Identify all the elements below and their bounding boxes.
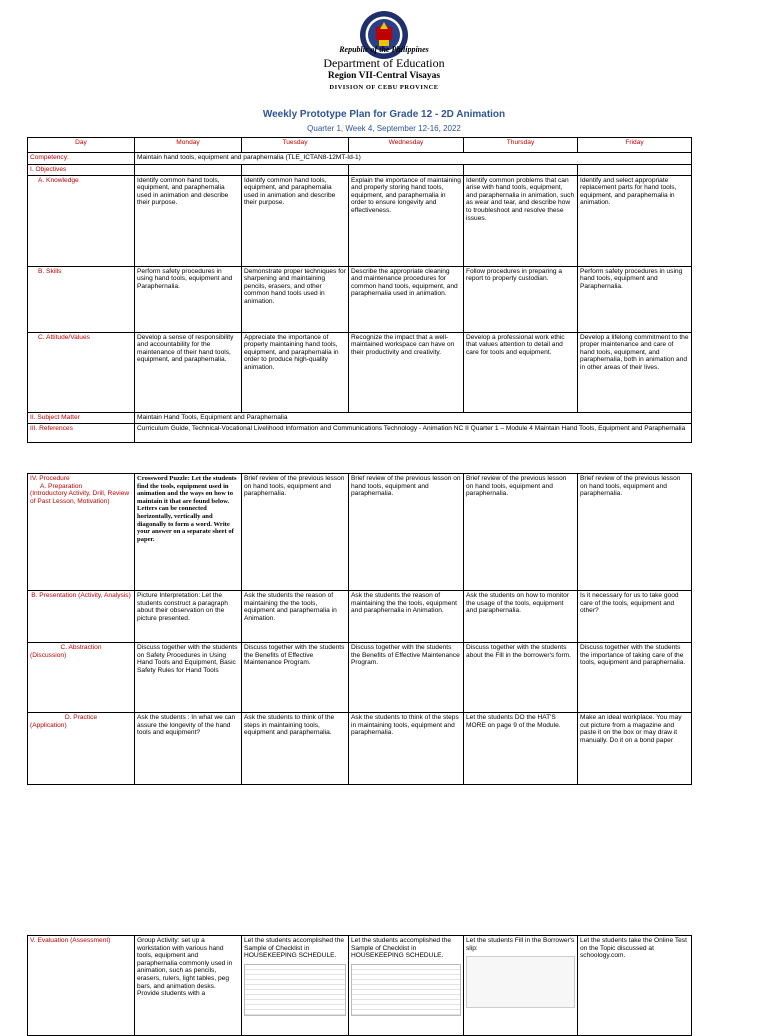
table-cell: Explain the importance of maintaining and properly storing hand tools, equipment, and paraphernalia in order to ensure longevity and effectiveness. — [349, 175, 464, 266]
practice-label — [28, 713, 135, 785]
practice-row — [28, 713, 692, 785]
knowledge-row — [28, 175, 692, 266]
checklist-thumbnail — [351, 964, 461, 1016]
table-cell: Discuss together with the students the importance of taking care of the tools, equipment and paraphernalia. — [578, 643, 692, 713]
presentation-row — [28, 591, 692, 643]
table-cell: Let the students DO the HAT'S MORE on page 9 of the Module. — [464, 713, 578, 785]
table-cell: Perform safety procedures in using hand tools, equipment and Paraphernalia. — [135, 266, 242, 332]
region-line: Region VII-Central Visayas — [327, 71, 441, 81]
table-cell: Discuss together with the students about the Fill in the borrower's form. — [464, 643, 578, 713]
table-cell: Group Activity: set up a workstation with various hand tools, equipment and paraphernalia commonly used in animation, such as pencils, erasers, rulers, light tables, peg bars, and animation desks. Provide students with a — [135, 936, 242, 1036]
attitude-row — [28, 332, 692, 412]
competency-label: Competency: — [28, 153, 135, 165]
table-cell: Discuss together with the students the Benefits of Effective Maintenance Program. — [349, 643, 464, 713]
table-cell: Ask the students : In what we can assure the longevity of the hand tools and equipment? — [135, 713, 242, 785]
table-cell — [242, 936, 349, 1036]
table-cell: Discuss together with the students on Safety Procedures in Using Hand Tools and Equipment, Basic Safety Rules for Hand Tools — [135, 643, 242, 713]
checklist-thumbnail — [244, 964, 346, 1016]
day-header: Day — [28, 138, 135, 153]
day-header-row — [28, 138, 692, 153]
day-header: Monday — [135, 138, 242, 153]
evaluation-text: Let the students accomplished the Sample of Checklist in HOUSEKEEPING SCHEDULE. — [244, 937, 345, 960]
objectives-label: I. Objectives — [28, 165, 135, 176]
practice-title: D. Practice — [64, 714, 98, 721]
preparation-sub: (Introductory Activity, Drill, Review of Past Lesson, Motivation) — [30, 490, 130, 505]
table-cell: Brief review of the previous lesson on hand tools, equipment and paraphernalia. — [349, 474, 464, 591]
table-cell: Identify and select appropriate replacement parts for hand tools, equipment, and paraphernalia in animation. — [578, 175, 692, 266]
evaluation-text: Let the students accomplished the Sample of Checklist in HOUSEKEEPING SCHEDULE. — [351, 937, 452, 960]
table-cell: Identify common problems that can arise with hand tools, equipment, and paraphernalia in animation, such as wear and tear, and describe how to troubleshoot and resolve these issues. — [464, 175, 578, 266]
knowledge-label: A. Knowledge — [28, 175, 135, 266]
table-cell: Ask the students to think of the steps in maintaining tools, equipment and paraphernalia. — [349, 713, 464, 785]
table-cell: Brief review of the previous lesson on hand tools, equipment and paraphernalia. — [242, 474, 349, 591]
day-header: Wednesday — [349, 138, 464, 153]
borrowers-slip-thumbnail — [466, 956, 575, 1008]
evaluation-label — [28, 936, 135, 1036]
table-cell — [349, 936, 464, 1036]
evaluation-title: V. Evaluation — [30, 937, 69, 944]
subject-matter-value: Maintain Hand Tools, Equipment and Paraphernalia — [135, 412, 692, 423]
day-header: Tuesday — [242, 138, 349, 153]
table-cell: Develop a lifelong commitment to the proper maintenance and care of hand tools, equipment, and paraphernalia, both in animation and in other areas of their lives. — [578, 332, 692, 412]
table-cell: Brief review of the previous lesson on hand tools, equipment and paraphernalia. — [578, 474, 692, 591]
department-line: Department of Education — [323, 56, 445, 70]
procedure-table — [27, 473, 692, 785]
skills-row — [28, 266, 692, 332]
table-cell: Make an ideal workplace. You may cut picture from a magazine and paste it on the box or may draw it manually. Do it on a bond paper — [578, 713, 692, 785]
evaluation-row — [28, 936, 692, 1036]
plan-title: Weekly Prototype Plan for Grade 12 - 2D Animation — [262, 109, 506, 120]
day-header: Friday — [578, 138, 692, 153]
table-cell: Appreciate the importance of properly maintaining hand tools, equipment, and paraphernalia in order to produce high-quality animation. — [242, 332, 349, 412]
table-cell: Develop a professional work ethic that values attention to detail and care for tools and equipment. — [464, 332, 578, 412]
table-cell: Identify common hand tools, equipment, and paraphernalia used in animation and describe their purpose. — [135, 175, 242, 266]
table-cell: Discuss together with the students the Benefits of Effective Maintenance Program. — [242, 643, 349, 713]
references-row — [28, 423, 692, 442]
republic-line: Republic of the Philippines — [339, 45, 429, 54]
evaluation-sub: (Assessment) — [70, 937, 111, 944]
presentation-label — [28, 591, 135, 643]
preparation-title: A. Preparation — [40, 482, 83, 490]
division-line: DIVISION OF CEBU PROVINCE — [329, 84, 439, 91]
table-cell: Ask the students the reason of maintaining the the tools, equipment and paraphernalia in Animation. — [242, 591, 349, 643]
subject-matter-label: II. Subject Matter — [28, 412, 135, 423]
crossword-cell: Crossword Puzzle: Let the students find the tools, equipment used in animation and the ways on how to maintain it that are found below. Letters can be connected horizontally, vertically and diagonally to form a word. Write your answer on a separate sheet of paper. — [135, 474, 242, 591]
evaluation-table — [27, 935, 692, 1036]
table-cell: Describe the appropriate cleaning and maintenance procedures for common hand tools, equipment, and paraphernalia used in animation. — [349, 266, 464, 332]
evaluation-text: Let the students Fill in the Borrower's slip: — [466, 937, 575, 952]
references-label: III. References — [28, 423, 135, 442]
table-cell: Is it necessary for us to take good care of the tools, equipment and other? — [578, 591, 692, 643]
presentation-title: B. Presentation — [31, 592, 77, 599]
table-cell: Ask the students to think of the steps in maintaining tools, equipment and paraphernalia. — [242, 713, 349, 785]
attitude-label: C. Attitude/Values — [28, 332, 135, 412]
objectives-row — [28, 165, 692, 176]
abstraction-label — [28, 643, 135, 713]
table-cell: Demonstrate proper techniques for sharpening and maintaining pencils, erasers, and other common hand tools used in animation. — [242, 266, 349, 332]
table-cell: Ask the students the reason of maintaining the the tools, equipment and paraphernalia in Animation. — [349, 591, 464, 643]
subject-matter-row — [28, 412, 692, 423]
abstraction-title: C. Abstraction — [60, 644, 102, 651]
procedure-heading: IV. Procedure — [30, 475, 70, 482]
table-cell: Brief review of the previous lesson on hand tools, equipment and paraphernalia. — [464, 474, 578, 591]
references-value: Curriculum Guide, Technical-Vocational Livelihood Information and Communications Technology - Animation NC II Quarter 1 – Module 4 Maintain Hand Tools, Equipment and Paraphernalia — [135, 423, 692, 442]
table-cell: Identify common hand tools, equipment, and paraphernalia used in animation and describe their purpose. — [242, 175, 349, 266]
preparation-row — [28, 474, 692, 591]
practice-sub: (Application) — [30, 721, 67, 729]
day-header: Thursday — [464, 138, 578, 153]
table-cell: Picture Interpretation: Let the students construct a paragraph about their observation on the picture presented. — [135, 591, 242, 643]
table-cell: Ask the students on how to monitor the usage of the tools, equipment and paraphernalia. — [464, 591, 578, 643]
objectives-table — [27, 137, 692, 443]
table-cell: Recognize the impact that a well-maintained workspace can have on their productivity and creativity. — [349, 332, 464, 412]
table-cell: Follow procedures in preparing a report to property custodian. — [464, 266, 578, 332]
competency-value: Maintain hand tools, equipment and paraphernalia (TLE_ICTAN8-12MT-Id-1) — [135, 153, 692, 165]
table-cell: Develop a sense of responsibility and accountability for the maintenance of their hand tools, equipment, and paraphernalia. — [135, 332, 242, 412]
skills-label: B. Skills — [28, 266, 135, 332]
abstraction-sub: (Discussion) — [30, 651, 67, 659]
table-cell — [464, 936, 578, 1036]
preparation-label — [28, 474, 135, 591]
table-cell: Perform safety procedures in using hand tools, equipment and Paraphernalia. — [578, 266, 692, 332]
presentation-sub: (Activity, Analysis) — [78, 592, 131, 599]
abstraction-row — [28, 643, 692, 713]
competency-row — [28, 153, 692, 165]
plan-subtitle: Quarter 1, Week 4, September 12-16, 2022 — [307, 124, 461, 133]
table-cell: Let the students take the Online Test on the Topic discussed at schoology.com. — [578, 936, 692, 1036]
